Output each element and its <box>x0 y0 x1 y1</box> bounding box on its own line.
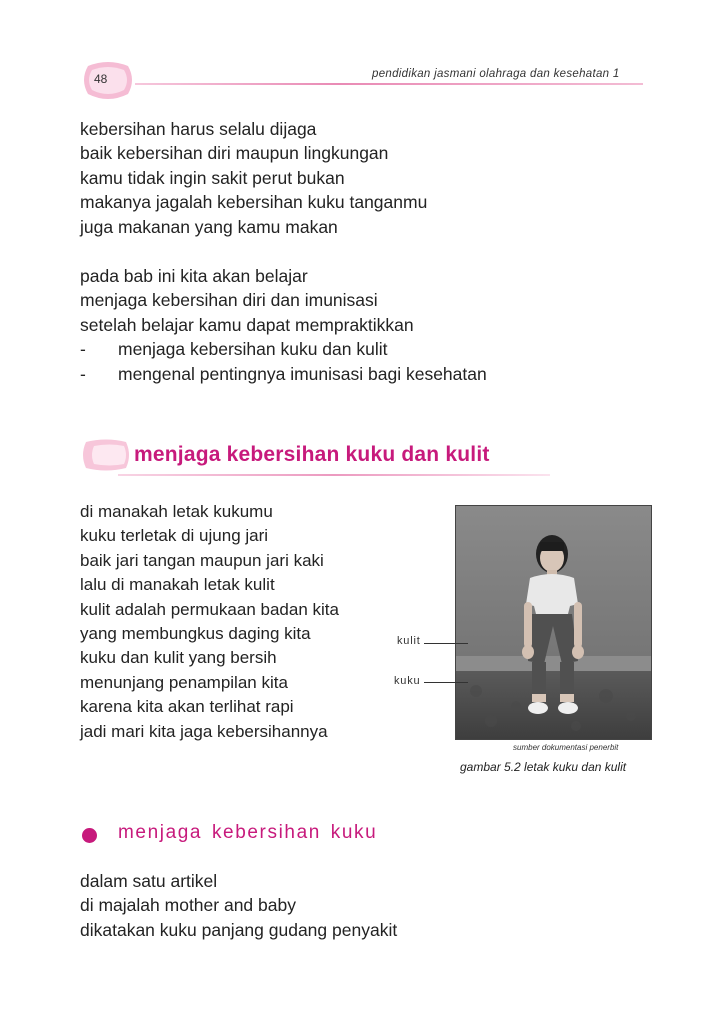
text-line: kulit adalah permukaan badan kita <box>80 599 339 619</box>
figure-label-kuku: kuku <box>394 675 421 687</box>
text-line: baik jari tangan maupun jari kaki <box>80 550 324 570</box>
text-line: kuku dan kulit yang bersih <box>80 648 277 668</box>
text-line: juga makanan yang kamu makan <box>80 216 338 237</box>
page-number-badge <box>80 58 136 104</box>
running-head: pendidikan jasmani olahraga dan kesehatan 1 <box>372 68 620 80</box>
figure-label-kulit: kulit <box>397 635 421 647</box>
text-line: kamu tidak ingin sakit perut bukan <box>80 167 345 188</box>
text-line: pada bab ini kita akan belajar <box>80 266 308 286</box>
leader-line <box>424 643 468 644</box>
text-line: kebersihan harus selalu dijaga <box>80 119 317 139</box>
text-line: dikatakan kuku panjang gudang penyakit <box>80 919 398 940</box>
list-item <box>80 337 487 361</box>
header-rule <box>135 83 643 85</box>
text-line: menjaga kebersihan diri dan imunisasi <box>80 290 378 311</box>
list-marker: - <box>80 339 86 360</box>
closing-paragraph <box>80 869 397 942</box>
text-line: karena kita akan terlihat rapi <box>80 697 294 717</box>
text-line: di majalah mother and baby <box>80 895 296 916</box>
body-paragraph <box>80 500 339 744</box>
section-tab-icon <box>80 438 132 472</box>
text-line: baik kebersihan diri maupun lingkungan <box>80 143 389 164</box>
section-rule <box>118 474 550 476</box>
list-marker: - <box>80 363 86 384</box>
intro-paragraph <box>80 117 427 239</box>
text-line: dalam satu artikel <box>80 871 218 891</box>
text-line: menunjang penampilan kita <box>80 672 288 692</box>
figure-credit: sumber dokumentasi penerbit <box>513 743 619 752</box>
leader-line <box>424 682 468 683</box>
list-item-text: menjaga kebersihan kuku dan kulit <box>118 339 388 360</box>
list-item <box>80 362 487 386</box>
text-line: kuku terletak di ujung jari <box>80 526 269 546</box>
text-line: setelah belajar kamu dapat mempraktikkan <box>80 314 414 335</box>
text-line: di manakah letak kukumu <box>80 502 273 521</box>
bullet-dot-icon <box>82 828 97 843</box>
text-line: makanya jagalah kebersihan kuku tanganmu <box>80 192 428 213</box>
list-item-text: mengenal pentingnya imunisasi bagi kesehatan <box>118 363 487 384</box>
section-title: menjaga kebersihan kuku dan kulit <box>134 443 490 466</box>
text-line: jadi mari kita jaga kebersihannya <box>80 721 328 741</box>
subsection-title: menjaga kebersihan kuku <box>118 822 378 843</box>
page-number: 48 <box>94 72 108 86</box>
figure-caption: gambar 5.2 letak kuku dan kulit <box>460 760 627 774</box>
objectives-paragraph <box>80 264 487 386</box>
text-line: lalu di manakah letak kulit <box>80 575 275 595</box>
figure-photo <box>455 505 652 740</box>
text-line: yang membungkus daging kita <box>80 624 311 644</box>
